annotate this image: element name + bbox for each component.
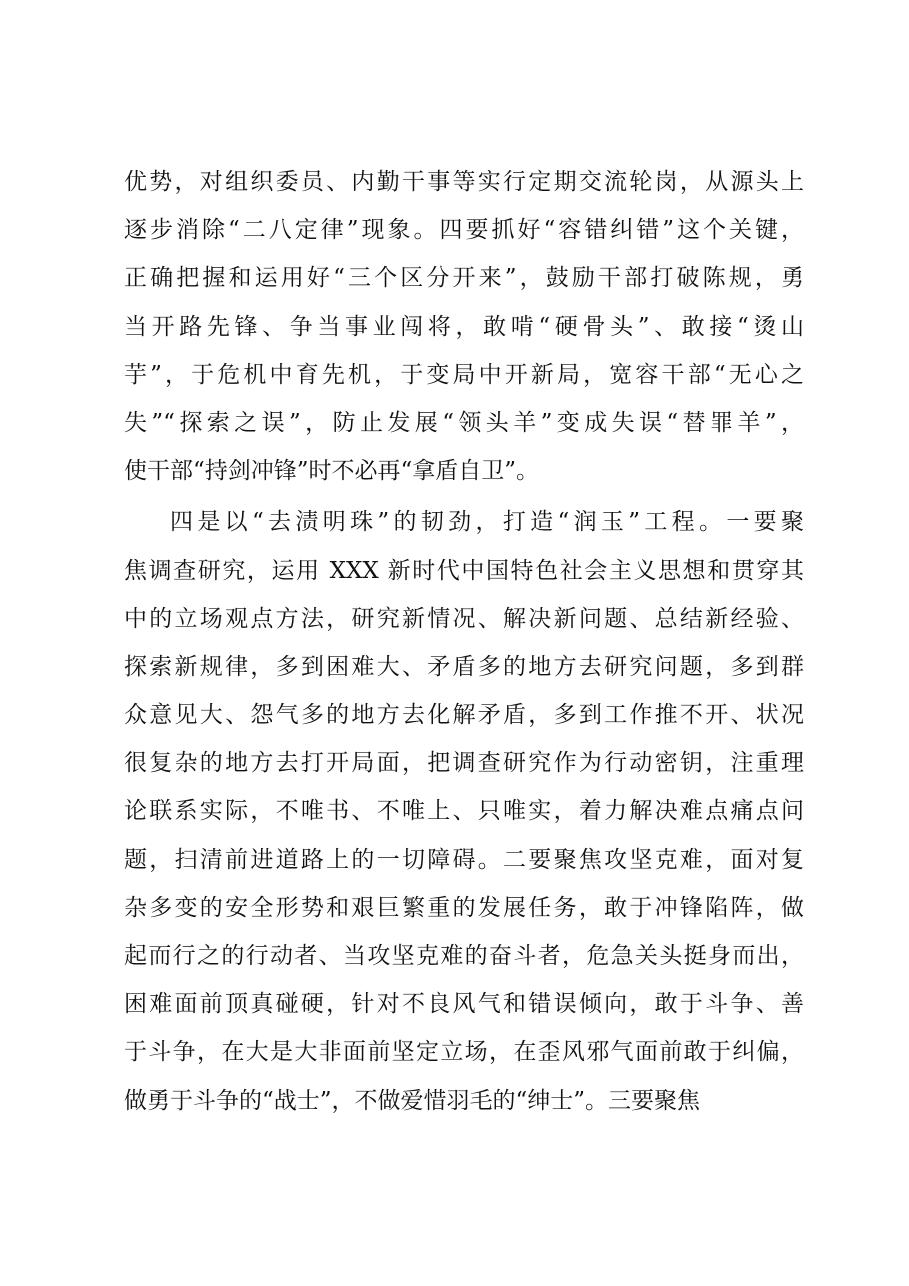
paragraph-line: 当开路先锋、争当事业闯将，敢啃“硬骨头”、敢接“烫山 [124, 313, 804, 340]
paragraph-line: 困难面前顶真碰硬，针对不良风气和错误倾向，敢于斗争、善 [124, 991, 804, 1018]
paragraph-line: 正确把握和运用好“三个区分开来”，鼓励干部打破陈规，勇 [124, 265, 804, 292]
paragraph-line: 使干部“持剑冲锋”时不必再“拿盾自卫”。 [124, 458, 540, 485]
paragraph-line: 于斗争，在大是大非面前坚定立场，在歪风邪气面前敢于纠偏， [124, 1039, 804, 1066]
paragraph-line: 探索新规律，多到困难大、矛盾多的地方去研究问题，多到群 [124, 653, 804, 680]
paragraph-line: 做勇于斗争的“战士”，不做爱惜羽毛的“绅士”。三要聚焦 [124, 1087, 701, 1114]
paragraph-line: 很复杂的地方去打开局面，把调查研究作为行动密钥，注重理 [124, 750, 804, 777]
paragraph-line: 题，扫清前进道路上的一切障碍。二要聚焦攻坚克难，面对复 [124, 846, 804, 873]
paragraph-line: 优势，对组织委员、内勤干事等实行定期交流轮岗，从源头上 [124, 169, 804, 195]
paragraph-line: 杂多变的安全形势和艰巨繁重的发展任务，敢于冲锋陷阵，做 [124, 894, 804, 921]
paragraph-line: 芋”，于危机中育先机，于变局中开新局，宽容干部“无心之 [124, 361, 804, 388]
document-body [124, 158, 804, 1125]
paragraph-line: 中的立场观点方法，研究新情况、解决新问题、总结新经验、 [124, 605, 804, 632]
paragraph-1 [124, 158, 804, 495]
paragraph-line: 失”“探索之误”，防止发展“领头羊”变成失误“替罪羊”， [124, 409, 804, 436]
paragraph-line: 四是以“去渍明珠”的韧劲，打造“润玉”工程。一要聚 [170, 509, 804, 536]
paragraph-2 [124, 498, 804, 1124]
paragraph-line: 起而行之的行动者、当攻坚克难的奋斗者，危急关头挺身而出， [124, 943, 804, 969]
paragraph-line: 逐步消除“二八定律”现象。四要抓好“容错纠错”这个关键， [124, 217, 804, 244]
paragraph-line: 众意见大、怨气多的地方去化解矛盾，多到工作推不开、状况 [124, 702, 804, 729]
paragraph-line: 焦调查研究，运用 XXX 新时代中国特色社会主义思想和贯穿其 [124, 557, 804, 584]
paragraph-line: 论联系实际，不唯书、不唯上、只唯实，着力解决难点痛点问 [124, 798, 804, 825]
